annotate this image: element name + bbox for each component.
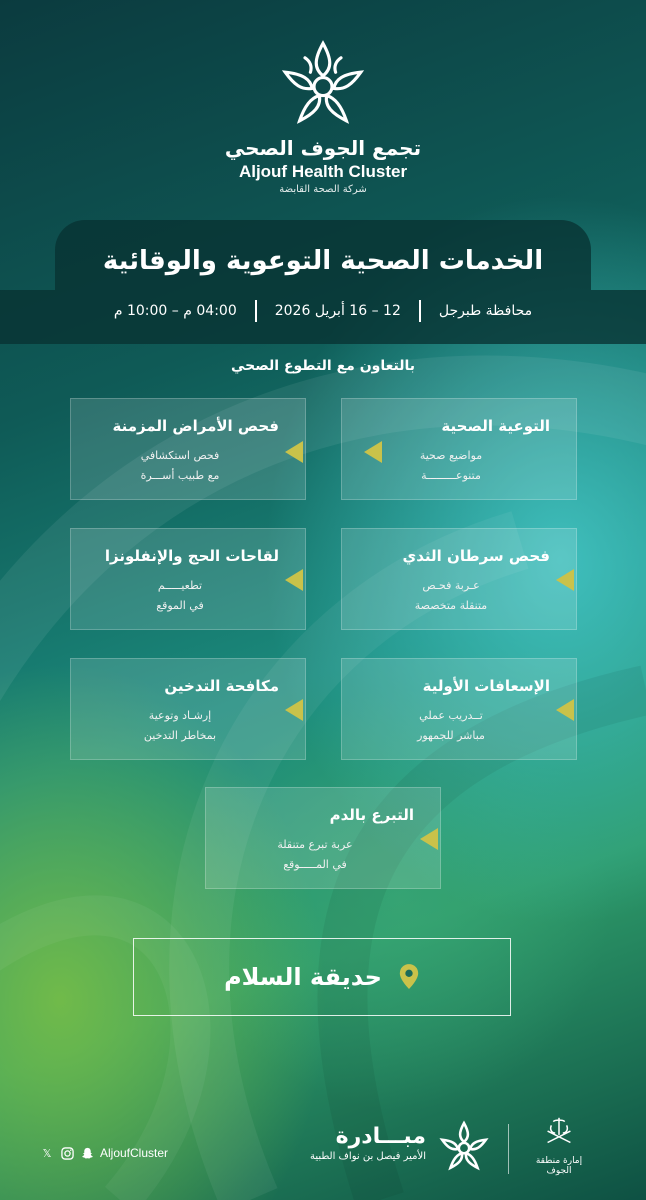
page-title: الخدمات الصحية التوعوية والوقائية	[102, 246, 544, 276]
initiative-branding	[286, 1124, 426, 1162]
arrow-left-icon	[556, 699, 574, 721]
org-name-ar: تجمع الجوف الصحي	[224, 136, 422, 160]
title-band	[55, 220, 591, 344]
initiative-title: مبـــادرة	[335, 1124, 426, 1149]
service-title: لقاحات الحج والإنفلونزا	[104, 547, 279, 565]
venue-box	[133, 938, 511, 1016]
service-detail: فحص استكشافي	[140, 449, 220, 462]
social-handle[interactable]: AljoufCluster	[100, 1146, 169, 1160]
service-detail: بمخاطر التدخين	[143, 729, 217, 742]
service-detail: عربة تبرع متنقلة	[277, 838, 353, 851]
service-detail: تطعيـــــم	[157, 579, 203, 592]
service-detail: في الموقع	[156, 599, 204, 612]
header	[0, 38, 646, 195]
service-detail: مباشر للجمهور	[417, 729, 485, 742]
service-card-health-awareness	[341, 398, 577, 500]
service-detail: إرشـاد وتوعية	[148, 709, 212, 722]
service-card-breast-cancer	[341, 528, 577, 630]
arrow-left-icon	[285, 569, 303, 591]
service-title: فحص الأمراض المزمنة	[112, 417, 279, 435]
collaboration-note: بالتعاون مع التطوع الصحي	[230, 358, 415, 374]
social-links	[40, 1146, 168, 1160]
event-date: 12 – 16 أبريل 2026	[274, 303, 401, 319]
x-icon[interactable]: 𝕏	[42, 1147, 52, 1160]
initiative-subtitle: الأمير فيصل بن نواف الطبية	[309, 1151, 426, 1162]
service-card-vaccines	[70, 528, 306, 630]
emirate-emblem	[524, 1114, 594, 1174]
arrow-left-icon	[556, 569, 574, 591]
service-card-chronic-diseases	[70, 398, 306, 500]
service-detail: عـربة فحـص	[422, 579, 480, 592]
meta-divider	[419, 300, 421, 322]
event-time: 04:00 م – 10:00 م	[113, 303, 237, 319]
org-name-en: Aljouf Health Cluster	[238, 162, 408, 181]
event-location: محافظة طبرجل	[438, 303, 533, 319]
footer-divider	[508, 1124, 509, 1174]
service-detail: متنقلة متخصصة	[414, 599, 488, 612]
service-detail: متنوعـــــــــة	[421, 469, 481, 482]
meta-divider	[255, 300, 257, 322]
venue-name: حديقة السلام	[224, 963, 382, 991]
service-detail: في المـــــوقع	[283, 858, 347, 871]
location-pin-icon	[398, 963, 420, 991]
emblem-label: إمارة منطقة الجوف	[535, 1156, 583, 1176]
arrow-left-icon	[285, 441, 303, 463]
initiative-star-icon	[438, 1120, 490, 1172]
service-title: الإسعافات الأولية	[422, 677, 550, 695]
service-card-anti-smoking	[70, 658, 306, 760]
service-title: فحص سرطان الثدي	[402, 547, 550, 565]
service-detail: مع طبيب أســـرة	[140, 469, 220, 482]
service-card-blood-donation	[205, 787, 441, 889]
service-card-first-aid	[341, 658, 577, 760]
instagram-icon[interactable]	[60, 1146, 74, 1160]
service-title: التوعية الصحية	[441, 417, 550, 435]
star-logo-icon	[278, 38, 368, 128]
service-title: التبرع بالدم	[329, 806, 414, 824]
arrow-left-icon	[285, 699, 303, 721]
service-title: مكافحة التدخين	[164, 677, 279, 695]
arrow-left-icon	[420, 828, 438, 850]
org-subtitle: شركة الصحة القابضة	[279, 184, 367, 195]
service-detail: مواضيع صحية	[419, 449, 483, 462]
emblem-icon	[540, 1114, 578, 1152]
service-detail: تــدريب عملي	[419, 709, 483, 722]
arrow-left-icon	[364, 441, 382, 463]
snapchat-icon[interactable]	[80, 1146, 94, 1160]
event-meta	[55, 300, 591, 322]
